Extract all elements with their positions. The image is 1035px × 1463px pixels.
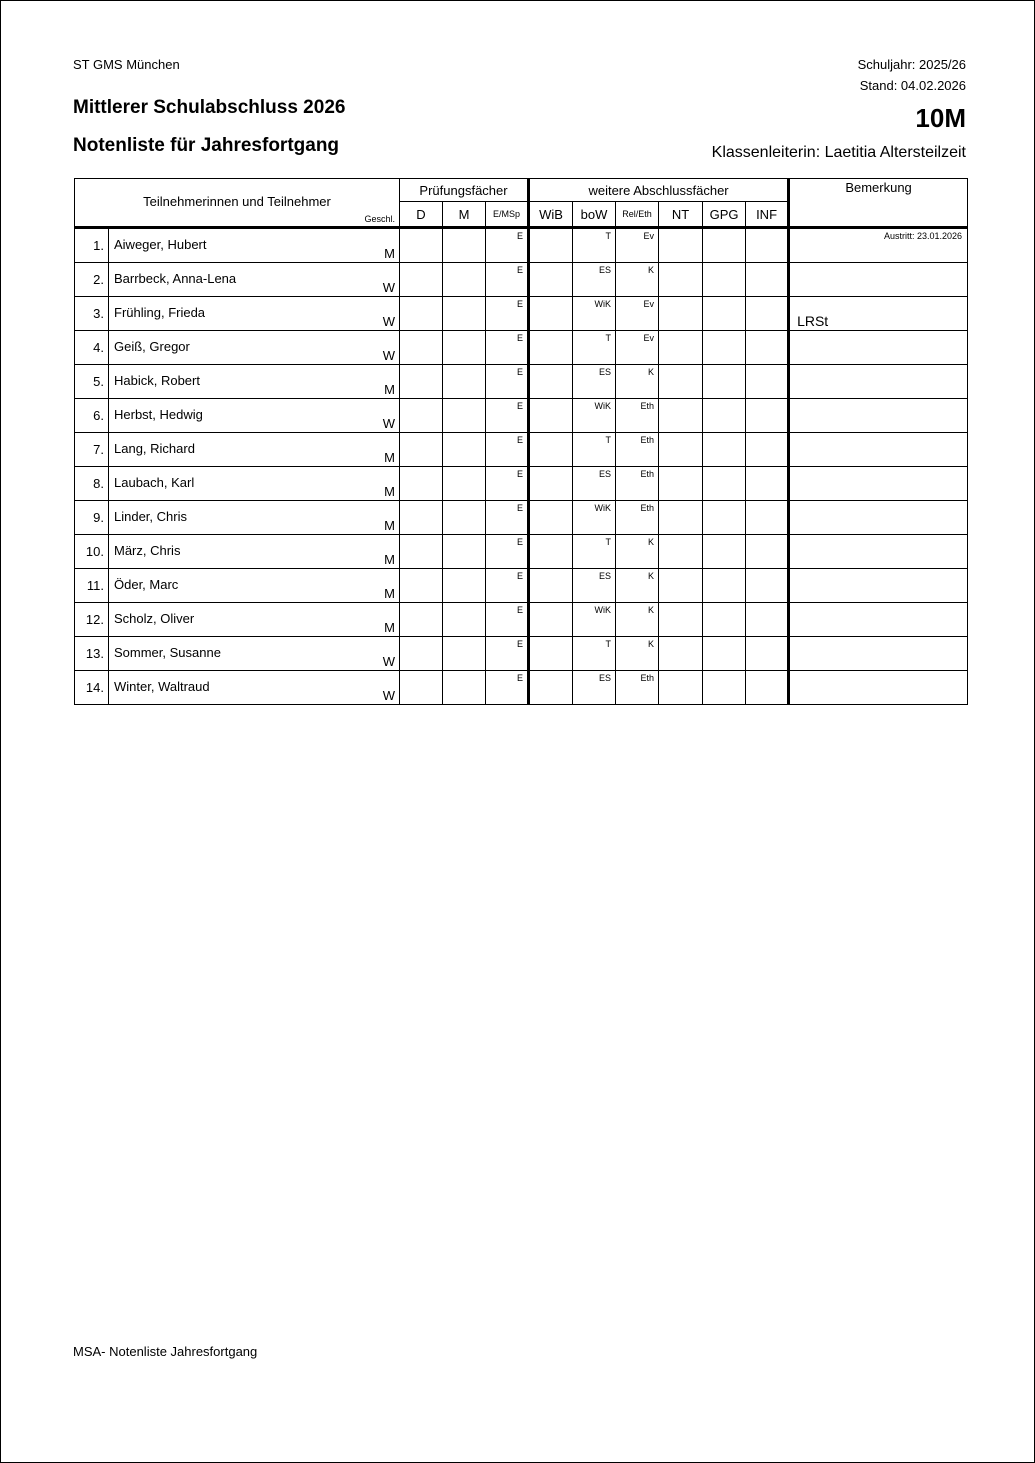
participant-cell <box>109 365 400 399</box>
releth-value: Eth <box>640 503 655 513</box>
subject-header-nt: NT <box>659 202 703 228</box>
grade-wib <box>529 671 573 705</box>
bow-value: ES <box>599 265 612 275</box>
emsp-value: E <box>517 673 524 683</box>
grade-inf <box>746 297 789 331</box>
bemerkung-cell <box>789 331 968 365</box>
row-number: 11. <box>75 569 109 603</box>
grade-gpg <box>703 228 746 263</box>
grade-nt <box>659 603 703 637</box>
participants-header <box>75 179 400 228</box>
participant-name: Öder, Marc <box>114 577 179 592</box>
grade-m <box>443 263 486 297</box>
bow-value: ES <box>599 571 612 581</box>
grade-releth <box>616 365 659 399</box>
grade-wib <box>529 569 573 603</box>
table-row <box>75 671 968 705</box>
row-number: 9. <box>75 501 109 535</box>
grade-gpg <box>703 569 746 603</box>
row-number: 6. <box>75 399 109 433</box>
grade-emsp <box>486 569 529 603</box>
grade-releth <box>616 467 659 501</box>
emsp-value: E <box>517 503 524 513</box>
grade-m <box>443 535 486 569</box>
participant-name: Scholz, Oliver <box>114 611 195 626</box>
grade-m <box>443 297 486 331</box>
grade-gpg <box>703 637 746 671</box>
participant-cell <box>109 501 400 535</box>
grade-inf <box>746 331 789 365</box>
releth-value: K <box>648 605 655 615</box>
grade-d <box>400 603 443 637</box>
grade-inf <box>746 671 789 705</box>
grade-wib <box>529 399 573 433</box>
bemerkung-cell <box>789 501 968 535</box>
grade-m <box>443 501 486 535</box>
releth-value: Eth <box>640 469 655 479</box>
participant-name: März, Chris <box>114 543 181 558</box>
row-number: 12. <box>75 603 109 637</box>
emsp-value: E <box>517 367 524 377</box>
table-row <box>75 569 968 603</box>
participant-sex: M <box>384 382 395 397</box>
grade-nt <box>659 365 703 399</box>
class-teacher: Klassenleiterin: Laetitia Altersteilzeit <box>711 144 966 161</box>
grade-wib <box>529 433 573 467</box>
grade-emsp <box>486 399 529 433</box>
grade-releth <box>616 501 659 535</box>
grade-nt <box>659 637 703 671</box>
grade-gpg <box>703 297 746 331</box>
weitere-group-header: weitere Abschlussfächer <box>529 179 789 202</box>
school-name: ST GMS München <box>73 57 180 72</box>
grade-d <box>400 263 443 297</box>
grade-bow <box>573 671 616 705</box>
emsp-value: E <box>517 571 524 581</box>
grade-m <box>443 228 486 263</box>
participant-sex: W <box>382 688 395 703</box>
grade-inf <box>746 501 789 535</box>
participant-sex: M <box>384 518 395 533</box>
document-title: Mittlerer Schulabschluss 2026 <box>73 97 346 118</box>
bemerkung-cell <box>789 399 968 433</box>
grade-releth <box>616 671 659 705</box>
participant-name: Lang, Richard <box>114 441 195 456</box>
releth-value: K <box>648 537 655 547</box>
grade-emsp <box>486 297 529 331</box>
grade-wib <box>529 637 573 671</box>
school-year: Schuljahr: 2025/26 <box>857 57 966 72</box>
grade-gpg <box>703 671 746 705</box>
grade-wib <box>529 263 573 297</box>
subject-header-wib: WiB <box>529 202 573 228</box>
grade-bow <box>573 467 616 501</box>
grade-m <box>443 467 486 501</box>
grade-d <box>400 228 443 263</box>
emsp-value: E <box>517 639 524 649</box>
grade-emsp <box>486 467 529 501</box>
table-row <box>75 331 968 365</box>
participant-sex: W <box>382 416 395 431</box>
grade-bow <box>573 433 616 467</box>
bemerkung-header <box>789 179 968 228</box>
grade-gpg <box>703 467 746 501</box>
emsp-value: E <box>517 231 524 241</box>
grade-bow <box>573 603 616 637</box>
table-row <box>75 365 968 399</box>
grade-d <box>400 365 443 399</box>
participants-header-label: Teilnehmerinnen und Teilnehmer <box>143 194 331 209</box>
footer-note: MSA- Notenliste Jahresfortgang <box>73 1344 258 1359</box>
grade-releth <box>616 433 659 467</box>
participant-sex: W <box>382 280 395 295</box>
table-row <box>75 297 968 331</box>
bow-value: T <box>605 537 612 547</box>
bemerkung-header-label: Bemerkung <box>845 180 912 195</box>
emsp-value: E <box>517 333 524 343</box>
grade-gpg <box>703 501 746 535</box>
grade-gpg <box>703 399 746 433</box>
grade-d <box>400 433 443 467</box>
participant-cell <box>109 535 400 569</box>
grade-bow <box>573 297 616 331</box>
stand-date: Stand: 04.02.2026 <box>859 78 966 93</box>
row-number: 8. <box>75 467 109 501</box>
grade-gpg <box>703 263 746 297</box>
participant-cell <box>109 569 400 603</box>
grade-d <box>400 297 443 331</box>
grade-inf <box>746 365 789 399</box>
bow-value: T <box>605 435 612 445</box>
bemerkung-cell <box>789 671 968 705</box>
participant-sex: M <box>384 246 395 261</box>
releth-value: Eth <box>640 401 655 411</box>
grade-nt <box>659 433 703 467</box>
grade-releth <box>616 263 659 297</box>
participant-cell <box>109 399 400 433</box>
participant-name: Geiß, Gregor <box>114 339 190 354</box>
participant-name: Aiweger, Hubert <box>114 237 207 252</box>
grade-inf <box>746 467 789 501</box>
subject-header-emsp: E/MSp <box>486 202 529 228</box>
bemerkung-cell <box>789 433 968 467</box>
grade-wib <box>529 331 573 365</box>
grade-nt <box>659 467 703 501</box>
grade-nt <box>659 535 703 569</box>
grade-releth <box>616 569 659 603</box>
participant-sex: M <box>384 552 395 567</box>
grade-d <box>400 637 443 671</box>
grade-d <box>400 331 443 365</box>
grade-nt <box>659 297 703 331</box>
grade-m <box>443 365 486 399</box>
grade-d <box>400 671 443 705</box>
bemerkung-cell <box>789 535 968 569</box>
grade-emsp <box>486 535 529 569</box>
grade-nt <box>659 399 703 433</box>
emsp-value: E <box>517 401 524 411</box>
grade-m <box>443 569 486 603</box>
grade-inf <box>746 263 789 297</box>
grade-nt <box>659 501 703 535</box>
grade-nt <box>659 228 703 263</box>
grade-m <box>443 433 486 467</box>
participant-name: Barrbeck, Anna-Lena <box>114 271 237 286</box>
grade-bow <box>573 331 616 365</box>
grade-inf <box>746 433 789 467</box>
participant-sex: M <box>384 586 395 601</box>
grade-bow <box>573 365 616 399</box>
table-row <box>75 399 968 433</box>
subject-header-bow: boW <box>573 202 616 228</box>
bemerkung-cell <box>789 263 968 297</box>
grade-m <box>443 331 486 365</box>
participant-sex: M <box>384 484 395 499</box>
participant-name: Linder, Chris <box>114 509 187 524</box>
grade-wib <box>529 228 573 263</box>
bow-value: WiK <box>594 605 612 615</box>
grade-inf <box>746 535 789 569</box>
grade-wib <box>529 535 573 569</box>
participant-cell <box>109 603 400 637</box>
document-subtitle: Notenliste für Jahresfortgang <box>73 135 340 156</box>
releth-value: K <box>648 639 655 649</box>
row-number: 14. <box>75 671 109 705</box>
bemerkung-cell <box>789 603 968 637</box>
grade-bow <box>573 569 616 603</box>
table-row <box>75 603 968 637</box>
releth-value: K <box>648 571 655 581</box>
bemerkung-text: LRSt <box>797 313 829 329</box>
emsp-value: E <box>517 537 524 547</box>
releth-value: Ev <box>643 231 655 241</box>
row-number: 1. <box>75 228 109 263</box>
releth-value: Eth <box>640 673 655 683</box>
participant-name: Winter, Waltraud <box>114 679 210 694</box>
grade-d <box>400 569 443 603</box>
table-row <box>75 637 968 671</box>
participant-sex: W <box>382 348 395 363</box>
grade-emsp <box>486 331 529 365</box>
participant-name: Frühling, Frieda <box>114 305 206 320</box>
grade-releth <box>616 399 659 433</box>
grade-bow <box>573 535 616 569</box>
participant-cell <box>109 263 400 297</box>
releth-value: Ev <box>643 299 655 309</box>
bow-value: ES <box>599 673 612 683</box>
row-number: 3. <box>75 297 109 331</box>
grade-bow <box>573 637 616 671</box>
grade-inf <box>746 603 789 637</box>
grade-d <box>400 399 443 433</box>
grade-emsp <box>486 263 529 297</box>
grades-table <box>74 178 968 705</box>
table-row <box>75 433 968 467</box>
grade-gpg <box>703 433 746 467</box>
grade-bow <box>573 228 616 263</box>
row-number: 13. <box>75 637 109 671</box>
grade-m <box>443 399 486 433</box>
participant-cell <box>109 637 400 671</box>
row-number: 4. <box>75 331 109 365</box>
grade-emsp <box>486 228 529 263</box>
bow-value: ES <box>599 367 612 377</box>
sex-header-label: Geschl. <box>364 214 395 224</box>
grade-emsp <box>486 637 529 671</box>
table-row <box>75 228 968 263</box>
participant-cell <box>109 228 400 263</box>
releth-value: Ev <box>643 333 655 343</box>
grade-releth <box>616 331 659 365</box>
grade-wib <box>529 365 573 399</box>
grade-wib <box>529 603 573 637</box>
table-row <box>75 263 968 297</box>
table-row <box>75 535 968 569</box>
grade-gpg <box>703 331 746 365</box>
bemerkung-cell <box>789 228 968 263</box>
table-row <box>75 501 968 535</box>
bow-value: ES <box>599 469 612 479</box>
emsp-value: E <box>517 299 524 309</box>
grade-wib <box>529 467 573 501</box>
participant-cell <box>109 433 400 467</box>
participant-cell <box>109 671 400 705</box>
participant-name: Sommer, Susanne <box>114 645 221 660</box>
participant-cell <box>109 331 400 365</box>
bow-value: T <box>605 333 612 343</box>
participant-name: Herbst, Hedwig <box>114 407 203 422</box>
table-row <box>75 467 968 501</box>
grade-nt <box>659 263 703 297</box>
grade-bow <box>573 399 616 433</box>
bow-value: WiK <box>594 299 612 309</box>
subject-header-gpg: GPG <box>703 202 746 228</box>
grade-m <box>443 671 486 705</box>
grade-nt <box>659 569 703 603</box>
grade-releth <box>616 297 659 331</box>
grade-wib <box>529 501 573 535</box>
grade-m <box>443 637 486 671</box>
bow-value: T <box>605 231 612 241</box>
bemerkung-small: Austritt: 23.01.2026 <box>884 231 963 241</box>
participant-name: Habick, Robert <box>114 373 200 388</box>
bow-value: WiK <box>594 503 612 513</box>
participant-cell <box>109 297 400 331</box>
releth-value: K <box>648 265 655 275</box>
grade-emsp <box>486 603 529 637</box>
bemerkung-cell <box>789 297 968 331</box>
emsp-value: E <box>517 435 524 445</box>
subject-header-m: M <box>443 202 486 228</box>
row-number: 7. <box>75 433 109 467</box>
participant-sex: M <box>384 620 395 635</box>
emsp-value: E <box>517 605 524 615</box>
grade-emsp <box>486 501 529 535</box>
grade-releth <box>616 603 659 637</box>
participant-sex: W <box>382 654 395 669</box>
bow-value: T <box>605 639 612 649</box>
grade-m <box>443 603 486 637</box>
grade-gpg <box>703 603 746 637</box>
participant-cell <box>109 467 400 501</box>
class-name: 10M <box>915 103 966 133</box>
grade-gpg <box>703 365 746 399</box>
grade-gpg <box>703 535 746 569</box>
bow-value: WiK <box>594 401 612 411</box>
grade-releth <box>616 637 659 671</box>
grade-inf <box>746 637 789 671</box>
grade-emsp <box>486 433 529 467</box>
grade-releth <box>616 228 659 263</box>
subject-header-inf: INF <box>746 202 789 228</box>
emsp-value: E <box>517 265 524 275</box>
emsp-value: E <box>517 469 524 479</box>
grade-emsp <box>486 671 529 705</box>
row-number: 5. <box>75 365 109 399</box>
grade-nt <box>659 671 703 705</box>
grade-wib <box>529 297 573 331</box>
grade-bow <box>573 501 616 535</box>
participant-name: Laubach, Karl <box>114 475 195 490</box>
grade-nt <box>659 331 703 365</box>
releth-value: Eth <box>640 435 655 445</box>
bemerkung-cell <box>789 365 968 399</box>
grade-inf <box>746 569 789 603</box>
grade-emsp <box>486 365 529 399</box>
releth-value: K <box>648 367 655 377</box>
participant-sex: M <box>384 450 395 465</box>
subject-header-releth: Rel/Eth <box>616 202 659 228</box>
bemerkung-cell <box>789 467 968 501</box>
pruefung-group-header: Prüfungsfächer <box>400 179 529 202</box>
grade-d <box>400 535 443 569</box>
grade-bow <box>573 263 616 297</box>
row-number: 2. <box>75 263 109 297</box>
grade-inf <box>746 399 789 433</box>
grade-d <box>400 501 443 535</box>
grade-d <box>400 467 443 501</box>
subject-header-d: D <box>400 202 443 228</box>
bemerkung-cell <box>789 569 968 603</box>
participant-sex: W <box>382 314 395 329</box>
bemerkung-cell <box>789 637 968 671</box>
grade-releth <box>616 535 659 569</box>
row-number: 10. <box>75 535 109 569</box>
grade-inf <box>746 228 789 263</box>
